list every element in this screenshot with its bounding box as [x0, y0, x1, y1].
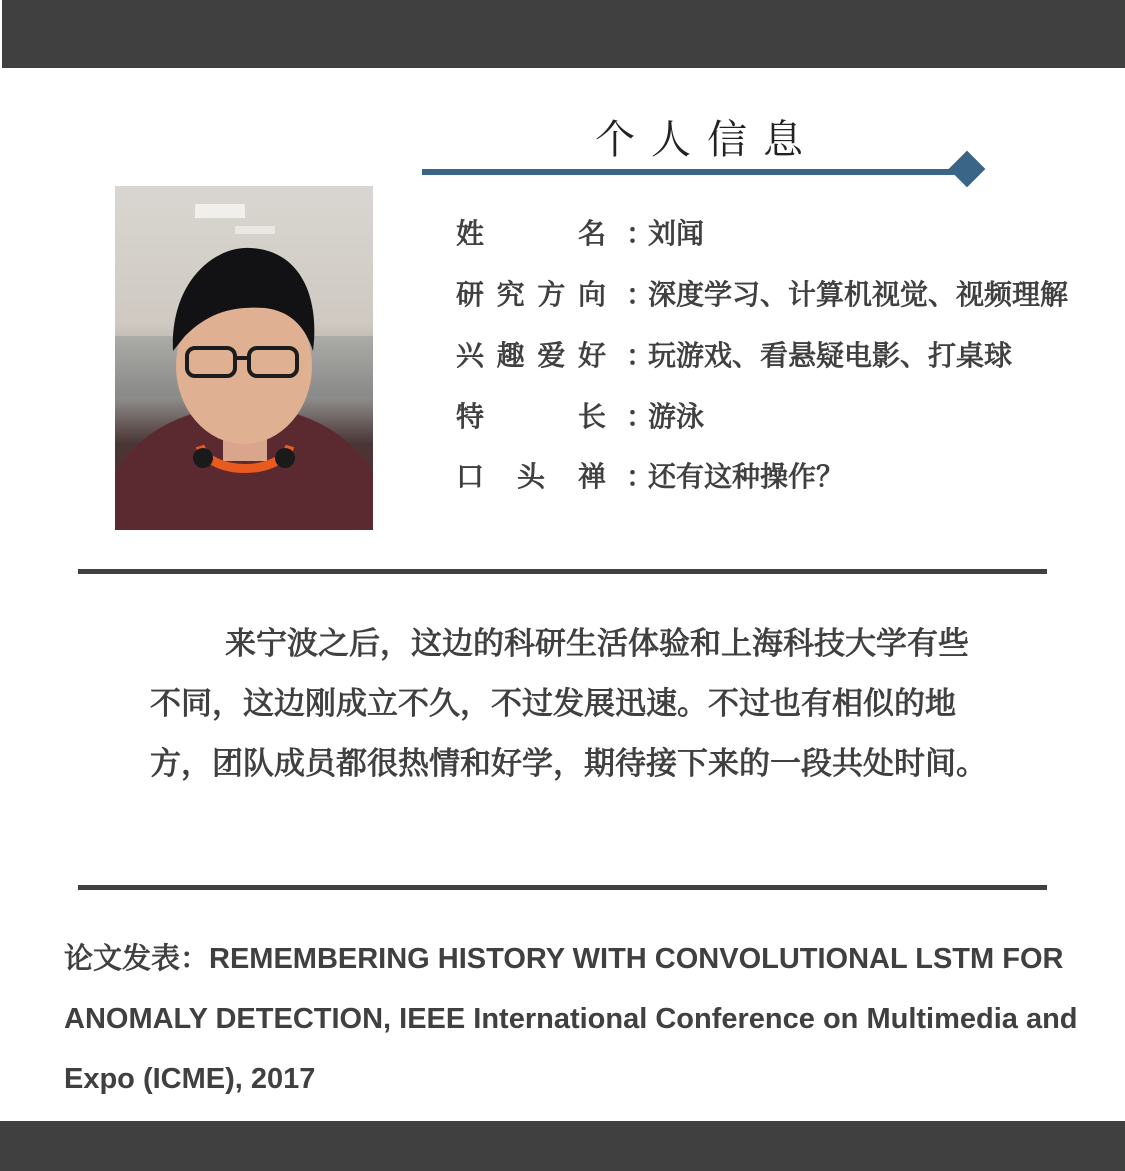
info-value: 深度学习、计算机视觉、视频理解: [648, 278, 1069, 311]
info-value: 游泳: [648, 400, 705, 433]
info-label: 特长: [456, 400, 606, 433]
header-bar: [2, 0, 1125, 68]
info-label: 姓名: [456, 217, 606, 250]
info-label: 口头禅: [456, 460, 606, 493]
info-value: 刘闻: [648, 217, 705, 250]
profile-photo: [115, 186, 373, 530]
info-label: 研究方向: [456, 278, 606, 311]
info-colon: ：: [626, 278, 655, 311]
section-divider: [78, 569, 1047, 574]
info-colon: ：: [626, 460, 655, 493]
section-title: 个人信息: [595, 117, 819, 163]
info-value: 玩游戏、看悬疑电影、打桌球: [648, 339, 1013, 372]
info-row-specialty: [456, 395, 704, 435]
publication: [64, 928, 1084, 1109]
info-row-name: [456, 212, 704, 252]
info-label: 兴趣爱好: [456, 339, 606, 372]
info-colon: ：: [626, 217, 655, 250]
info-colon: ：: [626, 400, 655, 433]
info-row-hobbies: [456, 334, 1012, 374]
info-colon: ：: [626, 339, 655, 372]
section-divider: [78, 885, 1047, 890]
footer-bar: [0, 1121, 1125, 1171]
person-photo-illustration: [115, 186, 373, 530]
info-row-research: [456, 273, 1068, 313]
info-row-catchphrase: [456, 455, 844, 495]
bio-paragraph: 来宁波之后，这边的科研生活体验和上海科技大学有些不同，这边刚成立不久，不过发展迅速。不过也有相似的地方，团队成员都很热情和好学，期待接下来的一段共处时间。: [150, 626, 987, 782]
publication-text: REMEMBERING HISTORY WITH CONVOLUTIONAL LSTM FOR ANOMALY DETECTION, IEEE International Conference on Multimedia and Expo (ICME), 2017: [64, 943, 1078, 1095]
info-value: 还有这种操作？: [648, 460, 845, 493]
title-underline: [422, 169, 962, 175]
publication-label: 论文发表：: [64, 941, 210, 975]
